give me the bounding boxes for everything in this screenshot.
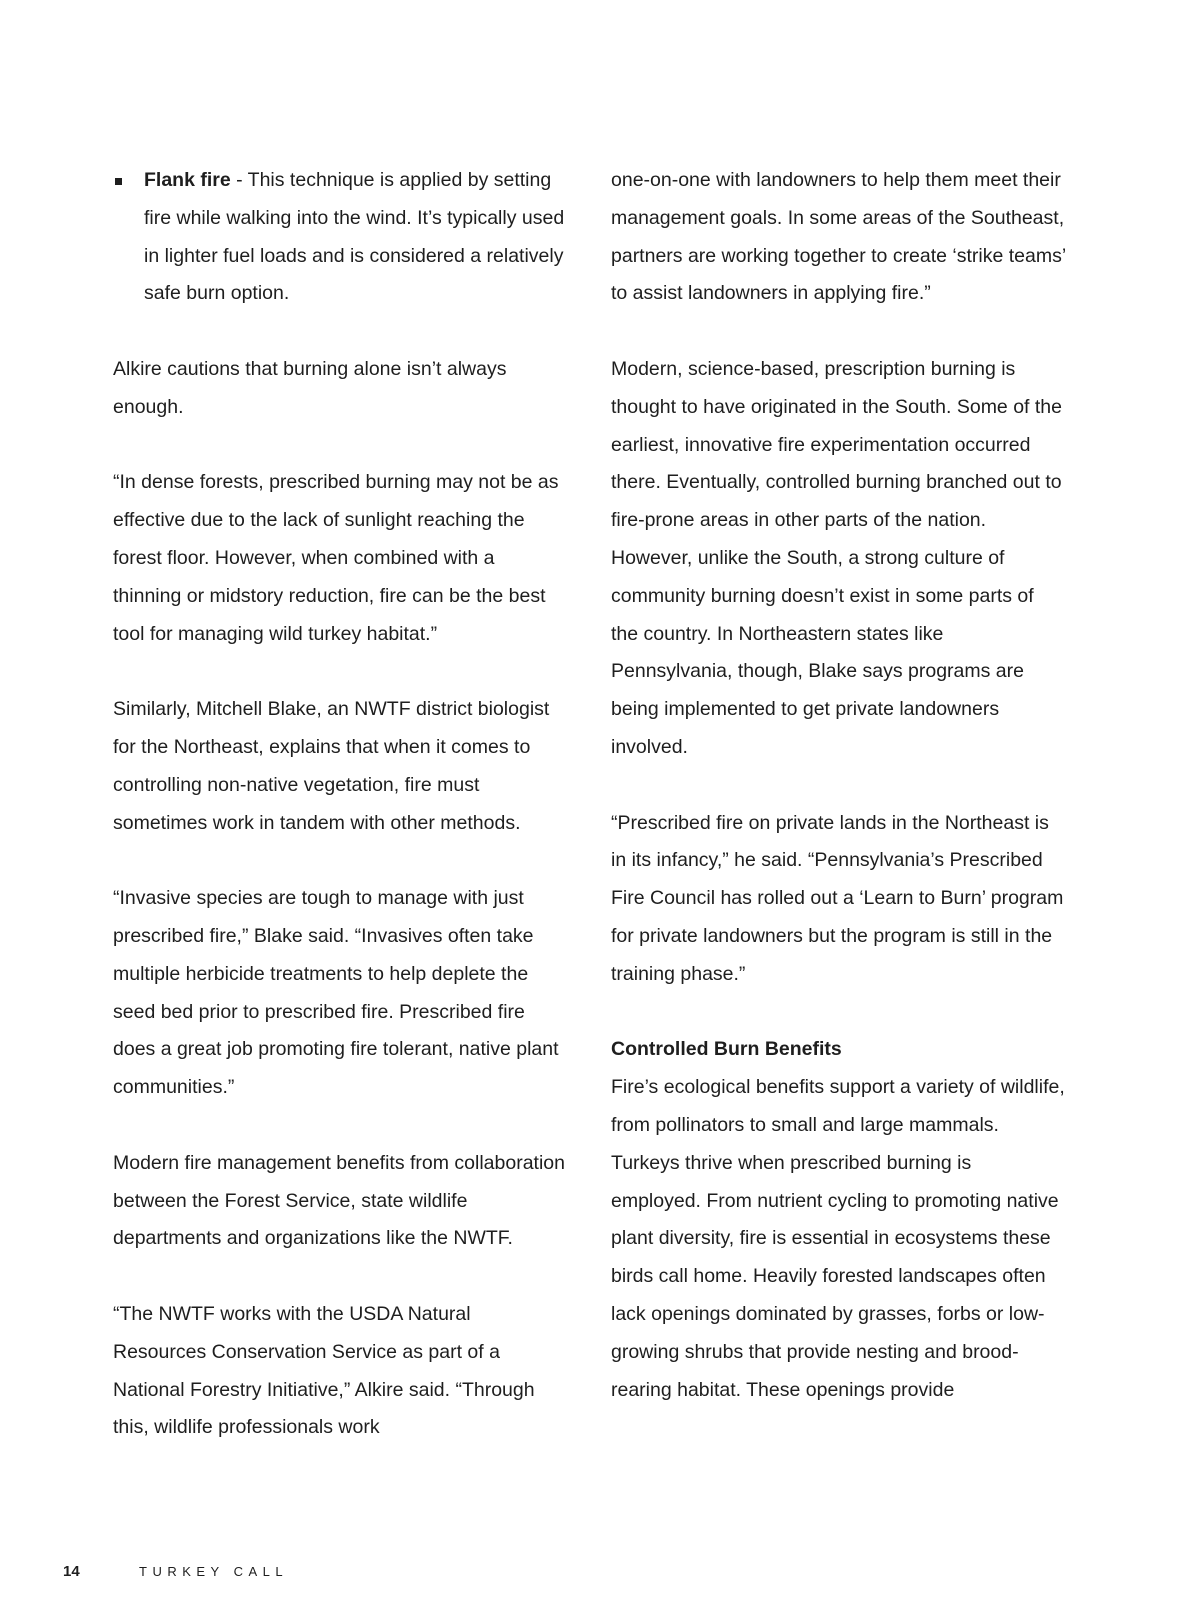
body-paragraph: Fire’s ecological benefits support a variety of wildlife, from pollinators to small and large mammals. Turkeys thrive when prescribed burning is employed. From nutrient cycling to promoting native plant diversity, fire is essential in ecosystems these birds call home. Heavily forested landscapes often lack openings dominated by grasses, forbs or low-growing shrubs that provide nesting and brood-rearing habitat. These openings provide [611,1076,1065,1401]
bullet-square-icon [115,178,122,185]
right-column [611,162,1066,1409]
bullet-item-flank-fire [113,162,568,313]
bullet-term: Flank fire [144,169,231,191]
body-paragraph: Similarly, Mitchell Blake, an NWTF district biologist for the Northeast, explains that when it comes to controlling non-native vegetation, fire must sometimes work in tandem with other methods. [113,698,550,834]
body-paragraph: Alkire cautions that burning alone isn’t always enough. [113,357,507,418]
body-paragraph: “Prescribed fire on private lands in the Northeast is in its infancy,” he said. “Pennsylvania’s Prescribed Fire Council has rolled out a ‘Learn to Burn’ program for private landowners but the program is still in the training phase.” [611,811,1064,985]
body-paragraph: “Invasive species are tough to manage with just prescribed fire,” Blake said. “Invasives often take multiple herbicide treatments to help deplete the seed bed prior to prescribed fire. Prescribed fire does a great job promoting fire tolerant, native plant communities.” [113,887,559,1099]
page-number: 14 [63,1563,80,1580]
publication-title: TURKEY CALL [139,1564,289,1579]
left-column [113,162,568,1447]
body-paragraph: one-on-one with landowners to help them meet their management goals. In some areas of the Southeast, partners are working together to create ‘strike teams’ to assist landowners in applying fire.” [611,169,1066,305]
section-heading: Controlled Burn Benefits [611,1038,842,1061]
body-paragraph: Modern, science-based, prescription burning is thought to have originated in the South. Some of the earliest, innovative fire experimentation occurred there. Eventually, controlled burning branched out to fire-prone areas in other parts of the nation. However, unlike the South, a strong culture of community burning doesn’t exist in some parts of the country. In Northeastern states like Pennsylvania, though, Blake says programs are being implemented to get private landowners involved. [611,357,1062,758]
body-paragraph: Modern fire management benefits from collaboration between the Forest Service, state wildlife departments and organizations like the NWTF. [113,1151,565,1250]
bullet-text: - This technique is applied by setting fire while walking into the wind. It’s typically used in lighter fuel loads and is considered a relatively safe burn option. [144,169,565,305]
body-paragraph: “In dense forests, prescribed burning may not be as effective due to the lack of sunlight reaching the forest floor. However, when combined with a thinning or midstory reduction, fire can be the best tool for managing wild turkey habitat.” [113,471,559,645]
body-paragraph: “The NWTF works with the USDA Natural Resources Conservation Service as part of a National Forestry Initiative,” Alkire said. “Through this, wildlife professionals work [113,1302,535,1439]
